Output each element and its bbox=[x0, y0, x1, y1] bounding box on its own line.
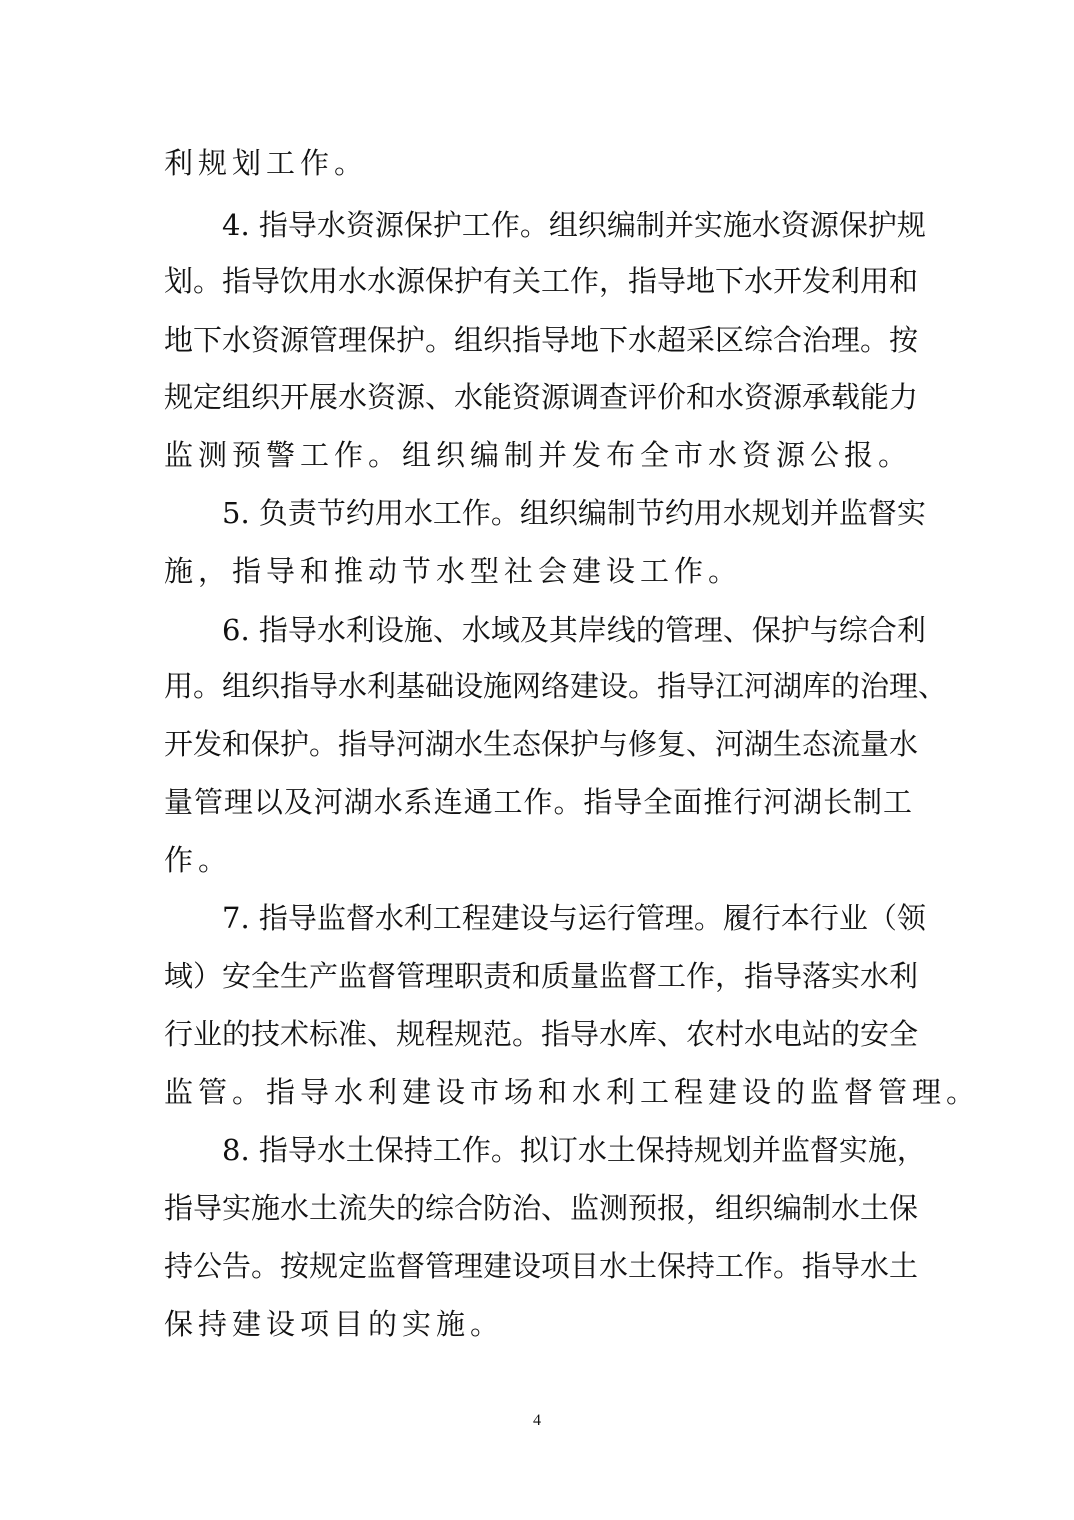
text-line: 4. 指导水资源保护工作。组织编制并实施水资源保护规 bbox=[222, 208, 926, 242]
text-line: 6. 指导水利设施、水域及其岸线的管理、保护与综合利 bbox=[222, 613, 926, 647]
text-line: 8. 指导水土保持工作。拟订水土保持规划并监督实施， bbox=[222, 1133, 926, 1167]
text-line: 5. 负责节约用水工作。组织编制节约用水规划并监督实 bbox=[222, 496, 926, 530]
text-line: 域）安全生产监督管理职责和质量监督工作，指导落实水利 bbox=[164, 959, 919, 993]
text-line: 划。指导饮用水水源保护有关工作，指导地下水开发利用和 bbox=[164, 264, 919, 298]
text-line: 监管。指导水利建设市场和水利工程建设的监督管理。 bbox=[164, 1075, 981, 1109]
text-line: 地下水资源管理保护。组织指导地下水超采区综合治理。按 bbox=[164, 323, 919, 357]
text-line: 作。 bbox=[164, 843, 233, 877]
text-line: 7. 指导监督水利工程建设与运行管理。履行本行业（领 bbox=[222, 901, 926, 935]
text-line: 开发和保护。指导河湖水生态保护与修复、河湖生态流量水 bbox=[164, 727, 919, 761]
text-line: 持公告。按规定监督管理建设项目水土保持工作。指导水土 bbox=[164, 1249, 919, 1283]
text-line: 利规划工作。 bbox=[164, 146, 369, 180]
text-line: 行业的技术标准、规程规范。指导水库、农村水电站的安全 bbox=[164, 1017, 919, 1051]
text-line: 量管理以及河湖水系连通工作。指导全面推行河湖长制工 bbox=[164, 785, 912, 819]
text-line: 规定组织开展水资源、水能资源调查评价和水资源承载能力 bbox=[164, 380, 919, 414]
page-number: 4 bbox=[533, 1412, 541, 1429]
text-line: 用。组织指导水利基础设施网络建设。指导江河湖库的治理、 bbox=[164, 669, 948, 703]
text-line: 施，指导和推动节水型社会建设工作。 bbox=[164, 554, 743, 588]
text-line: 指导实施水土流失的综合防治、监测预报，组织编制水土保 bbox=[164, 1191, 919, 1225]
text-line: 监测预警工作。组织编制并发布全市水资源公报。 bbox=[164, 438, 913, 472]
text-line: 保持建设项目的实施。 bbox=[164, 1307, 505, 1341]
